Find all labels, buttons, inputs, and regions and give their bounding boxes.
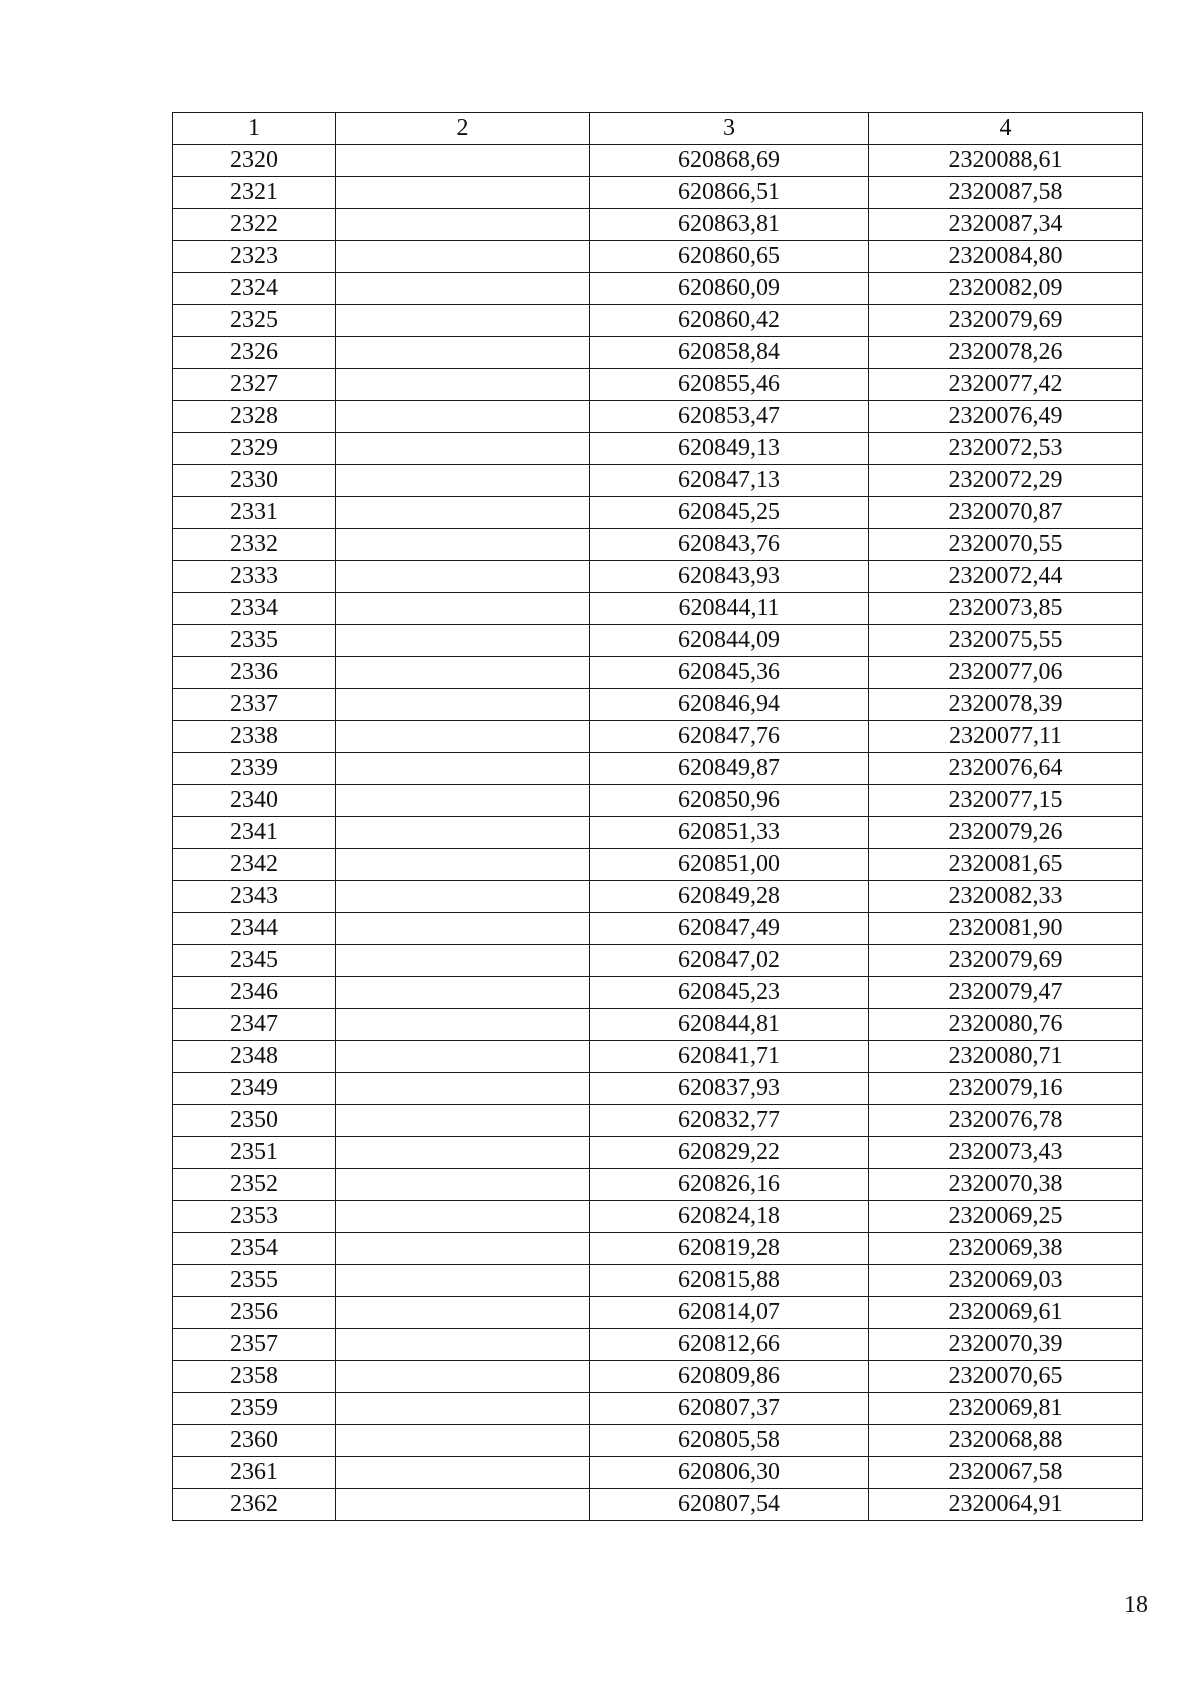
x-coordinate-cell: 620860,65	[590, 241, 869, 273]
x-coordinate-cell: 620851,00	[590, 849, 869, 881]
table-row	[173, 625, 1143, 657]
x-coordinate-cell: 620850,96	[590, 785, 869, 817]
table-row	[173, 241, 1143, 273]
point-number-cell: 2342	[173, 849, 336, 881]
x-coordinate-cell: 620807,54	[590, 1489, 869, 1521]
table-body	[173, 145, 1143, 1521]
table-row	[173, 849, 1143, 881]
table-row	[173, 753, 1143, 785]
point-number-cell: 2347	[173, 1009, 336, 1041]
empty-cell	[336, 1361, 590, 1393]
table-row	[173, 369, 1143, 401]
table-row	[173, 1105, 1143, 1137]
empty-cell	[336, 497, 590, 529]
table-row	[173, 1233, 1143, 1265]
point-number-cell: 2344	[173, 913, 336, 945]
table-row	[173, 1297, 1143, 1329]
x-coordinate-cell: 620855,46	[590, 369, 869, 401]
table-row	[173, 977, 1143, 1009]
table-row	[173, 1073, 1143, 1105]
empty-cell	[336, 1329, 590, 1361]
empty-cell	[336, 625, 590, 657]
x-coordinate-cell: 620837,93	[590, 1073, 869, 1105]
empty-cell	[336, 1233, 590, 1265]
y-coordinate-cell: 2320070,65	[869, 1361, 1143, 1393]
y-coordinate-cell: 2320073,85	[869, 593, 1143, 625]
x-coordinate-cell: 620868,69	[590, 145, 869, 177]
point-number-cell: 2320	[173, 145, 336, 177]
y-coordinate-cell: 2320077,11	[869, 721, 1143, 753]
y-coordinate-cell: 2320077,06	[869, 657, 1143, 689]
table-row	[173, 881, 1143, 913]
empty-cell	[336, 369, 590, 401]
empty-cell	[336, 273, 590, 305]
table-row	[173, 1489, 1143, 1521]
x-coordinate-cell: 620843,93	[590, 561, 869, 593]
column-header-4: 4	[869, 113, 1143, 145]
y-coordinate-cell: 2320080,76	[869, 1009, 1143, 1041]
y-coordinate-cell: 2320079,16	[869, 1073, 1143, 1105]
point-number-cell: 2341	[173, 817, 336, 849]
point-number-cell: 2349	[173, 1073, 336, 1105]
empty-cell	[336, 1425, 590, 1457]
y-coordinate-cell: 2320069,38	[869, 1233, 1143, 1265]
empty-cell	[336, 177, 590, 209]
empty-cell	[336, 1105, 590, 1137]
point-number-cell: 2356	[173, 1297, 336, 1329]
x-coordinate-cell: 620846,94	[590, 689, 869, 721]
y-coordinate-cell: 2320076,78	[869, 1105, 1143, 1137]
empty-cell	[336, 945, 590, 977]
y-coordinate-cell: 2320088,61	[869, 145, 1143, 177]
empty-cell	[336, 1265, 590, 1297]
y-coordinate-cell: 2320077,42	[869, 369, 1143, 401]
point-number-cell: 2346	[173, 977, 336, 1009]
point-number-cell: 2334	[173, 593, 336, 625]
x-coordinate-cell: 620845,25	[590, 497, 869, 529]
column-header-2: 2	[336, 113, 590, 145]
x-coordinate-cell: 620851,33	[590, 817, 869, 849]
x-coordinate-cell: 620849,28	[590, 881, 869, 913]
table-row	[173, 1329, 1143, 1361]
point-number-cell: 2323	[173, 241, 336, 273]
empty-cell	[336, 241, 590, 273]
y-coordinate-cell: 2320069,03	[869, 1265, 1143, 1297]
empty-cell	[336, 817, 590, 849]
y-coordinate-cell: 2320078,26	[869, 337, 1143, 369]
point-number-cell: 2337	[173, 689, 336, 721]
empty-cell	[336, 1073, 590, 1105]
x-coordinate-cell: 620858,84	[590, 337, 869, 369]
point-number-cell: 2362	[173, 1489, 336, 1521]
x-coordinate-cell: 620824,18	[590, 1201, 869, 1233]
x-coordinate-cell: 620819,28	[590, 1233, 869, 1265]
point-number-cell: 2340	[173, 785, 336, 817]
table-row	[173, 1009, 1143, 1041]
table-row	[173, 177, 1143, 209]
x-coordinate-cell: 620809,86	[590, 1361, 869, 1393]
table-row	[173, 1137, 1143, 1169]
empty-cell	[336, 977, 590, 1009]
table-row	[173, 529, 1143, 561]
empty-cell	[336, 913, 590, 945]
point-number-cell: 2343	[173, 881, 336, 913]
x-coordinate-cell: 620866,51	[590, 177, 869, 209]
empty-cell	[336, 1393, 590, 1425]
empty-cell	[336, 465, 590, 497]
point-number-cell: 2352	[173, 1169, 336, 1201]
x-coordinate-cell: 620860,42	[590, 305, 869, 337]
point-number-cell: 2330	[173, 465, 336, 497]
empty-cell	[336, 337, 590, 369]
coordinates-table	[172, 112, 1143, 1521]
y-coordinate-cell: 2320069,61	[869, 1297, 1143, 1329]
point-number-cell: 2322	[173, 209, 336, 241]
y-coordinate-cell: 2320080,71	[869, 1041, 1143, 1073]
y-coordinate-cell: 2320072,53	[869, 433, 1143, 465]
y-coordinate-cell: 2320070,87	[869, 497, 1143, 529]
page-number: 18	[1124, 1592, 1148, 1618]
x-coordinate-cell: 620863,81	[590, 209, 869, 241]
x-coordinate-cell: 620847,13	[590, 465, 869, 497]
point-number-cell: 2324	[173, 273, 336, 305]
y-coordinate-cell: 2320072,44	[869, 561, 1143, 593]
column-header-1: 1	[173, 113, 336, 145]
y-coordinate-cell: 2320087,34	[869, 209, 1143, 241]
point-number-cell: 2325	[173, 305, 336, 337]
empty-cell	[336, 1041, 590, 1073]
y-coordinate-cell: 2320079,69	[869, 945, 1143, 977]
x-coordinate-cell: 620829,22	[590, 1137, 869, 1169]
x-coordinate-cell: 620826,16	[590, 1169, 869, 1201]
table-row	[173, 433, 1143, 465]
empty-cell	[336, 593, 590, 625]
point-number-cell: 2329	[173, 433, 336, 465]
x-coordinate-cell: 620807,37	[590, 1393, 869, 1425]
y-coordinate-cell: 2320070,38	[869, 1169, 1143, 1201]
x-coordinate-cell: 620806,30	[590, 1457, 869, 1489]
y-coordinate-cell: 2320082,33	[869, 881, 1143, 913]
x-coordinate-cell: 620849,87	[590, 753, 869, 785]
x-coordinate-cell: 620814,07	[590, 1297, 869, 1329]
empty-cell	[336, 881, 590, 913]
table-row	[173, 689, 1143, 721]
y-coordinate-cell: 2320087,58	[869, 177, 1143, 209]
y-coordinate-cell: 2320077,15	[869, 785, 1143, 817]
point-number-cell: 2354	[173, 1233, 336, 1265]
empty-cell	[336, 849, 590, 881]
point-number-cell: 2345	[173, 945, 336, 977]
empty-cell	[336, 1457, 590, 1489]
y-coordinate-cell: 2320076,64	[869, 753, 1143, 785]
x-coordinate-cell: 620844,81	[590, 1009, 869, 1041]
point-number-cell: 2358	[173, 1361, 336, 1393]
empty-cell	[336, 529, 590, 561]
empty-cell	[336, 1009, 590, 1041]
point-number-cell: 2331	[173, 497, 336, 529]
empty-cell	[336, 561, 590, 593]
x-coordinate-cell: 620845,36	[590, 657, 869, 689]
x-coordinate-cell: 620805,58	[590, 1425, 869, 1457]
x-coordinate-cell: 620844,09	[590, 625, 869, 657]
x-coordinate-cell: 620845,23	[590, 977, 869, 1009]
empty-cell	[336, 1137, 590, 1169]
table-row	[173, 1169, 1143, 1201]
x-coordinate-cell: 620815,88	[590, 1265, 869, 1297]
table-row	[173, 401, 1143, 433]
point-number-cell: 2359	[173, 1393, 336, 1425]
point-number-cell: 2336	[173, 657, 336, 689]
point-number-cell: 2348	[173, 1041, 336, 1073]
x-coordinate-cell: 620844,11	[590, 593, 869, 625]
table-row	[173, 1457, 1143, 1489]
x-coordinate-cell: 620847,76	[590, 721, 869, 753]
empty-cell	[336, 1201, 590, 1233]
y-coordinate-cell: 2320084,80	[869, 241, 1143, 273]
empty-cell	[336, 1297, 590, 1329]
y-coordinate-cell: 2320072,29	[869, 465, 1143, 497]
table-row	[173, 1041, 1143, 1073]
y-coordinate-cell: 2320064,91	[869, 1489, 1143, 1521]
x-coordinate-cell: 620832,77	[590, 1105, 869, 1137]
column-header-3: 3	[590, 113, 869, 145]
table-row	[173, 945, 1143, 977]
y-coordinate-cell: 2320070,39	[869, 1329, 1143, 1361]
y-coordinate-cell: 2320081,65	[869, 849, 1143, 881]
empty-cell	[336, 305, 590, 337]
table-row	[173, 145, 1143, 177]
point-number-cell: 2335	[173, 625, 336, 657]
y-coordinate-cell: 2320078,39	[869, 689, 1143, 721]
y-coordinate-cell: 2320076,49	[869, 401, 1143, 433]
empty-cell	[336, 657, 590, 689]
empty-cell	[336, 785, 590, 817]
point-number-cell: 2351	[173, 1137, 336, 1169]
table-row	[173, 721, 1143, 753]
table-row	[173, 1361, 1143, 1393]
point-number-cell: 2353	[173, 1201, 336, 1233]
x-coordinate-cell: 620812,66	[590, 1329, 869, 1361]
empty-cell	[336, 209, 590, 241]
x-coordinate-cell: 620853,47	[590, 401, 869, 433]
y-coordinate-cell: 2320079,69	[869, 305, 1143, 337]
y-coordinate-cell: 2320075,55	[869, 625, 1143, 657]
x-coordinate-cell: 620841,71	[590, 1041, 869, 1073]
table-row	[173, 1201, 1143, 1233]
empty-cell	[336, 753, 590, 785]
y-coordinate-cell: 2320067,58	[869, 1457, 1143, 1489]
table-row	[173, 337, 1143, 369]
point-number-cell: 2338	[173, 721, 336, 753]
table-row	[173, 305, 1143, 337]
table-row	[173, 273, 1143, 305]
point-number-cell: 2321	[173, 177, 336, 209]
empty-cell	[336, 145, 590, 177]
empty-cell	[336, 689, 590, 721]
table-row	[173, 1393, 1143, 1425]
point-number-cell: 2332	[173, 529, 336, 561]
table-row	[173, 1265, 1143, 1297]
point-number-cell: 2357	[173, 1329, 336, 1361]
y-coordinate-cell: 2320079,26	[869, 817, 1143, 849]
point-number-cell: 2339	[173, 753, 336, 785]
empty-cell	[336, 401, 590, 433]
table-row	[173, 1425, 1143, 1457]
y-coordinate-cell: 2320069,81	[869, 1393, 1143, 1425]
table-row	[173, 561, 1143, 593]
table-row	[173, 497, 1143, 529]
empty-cell	[336, 433, 590, 465]
empty-cell	[336, 1489, 590, 1521]
point-number-cell: 2326	[173, 337, 336, 369]
point-number-cell: 2327	[173, 369, 336, 401]
point-number-cell: 2350	[173, 1105, 336, 1137]
y-coordinate-cell: 2320082,09	[869, 273, 1143, 305]
y-coordinate-cell: 2320068,88	[869, 1425, 1143, 1457]
table-row	[173, 785, 1143, 817]
y-coordinate-cell: 2320081,90	[869, 913, 1143, 945]
empty-cell	[336, 721, 590, 753]
x-coordinate-cell: 620860,09	[590, 273, 869, 305]
y-coordinate-cell: 2320073,43	[869, 1137, 1143, 1169]
table-row	[173, 209, 1143, 241]
y-coordinate-cell: 2320070,55	[869, 529, 1143, 561]
point-number-cell: 2355	[173, 1265, 336, 1297]
x-coordinate-cell: 620847,02	[590, 945, 869, 977]
empty-cell	[336, 1169, 590, 1201]
table-row	[173, 817, 1143, 849]
table-row	[173, 593, 1143, 625]
y-coordinate-cell: 2320069,25	[869, 1201, 1143, 1233]
y-coordinate-cell: 2320079,47	[869, 977, 1143, 1009]
table-row	[173, 465, 1143, 497]
point-number-cell: 2360	[173, 1425, 336, 1457]
x-coordinate-cell: 620847,49	[590, 913, 869, 945]
point-number-cell: 2328	[173, 401, 336, 433]
table-row	[173, 657, 1143, 689]
point-number-cell: 2333	[173, 561, 336, 593]
point-number-cell: 2361	[173, 1457, 336, 1489]
x-coordinate-cell: 620849,13	[590, 433, 869, 465]
x-coordinate-cell: 620843,76	[590, 529, 869, 561]
table-row	[173, 913, 1143, 945]
table-header-row	[173, 113, 1143, 145]
